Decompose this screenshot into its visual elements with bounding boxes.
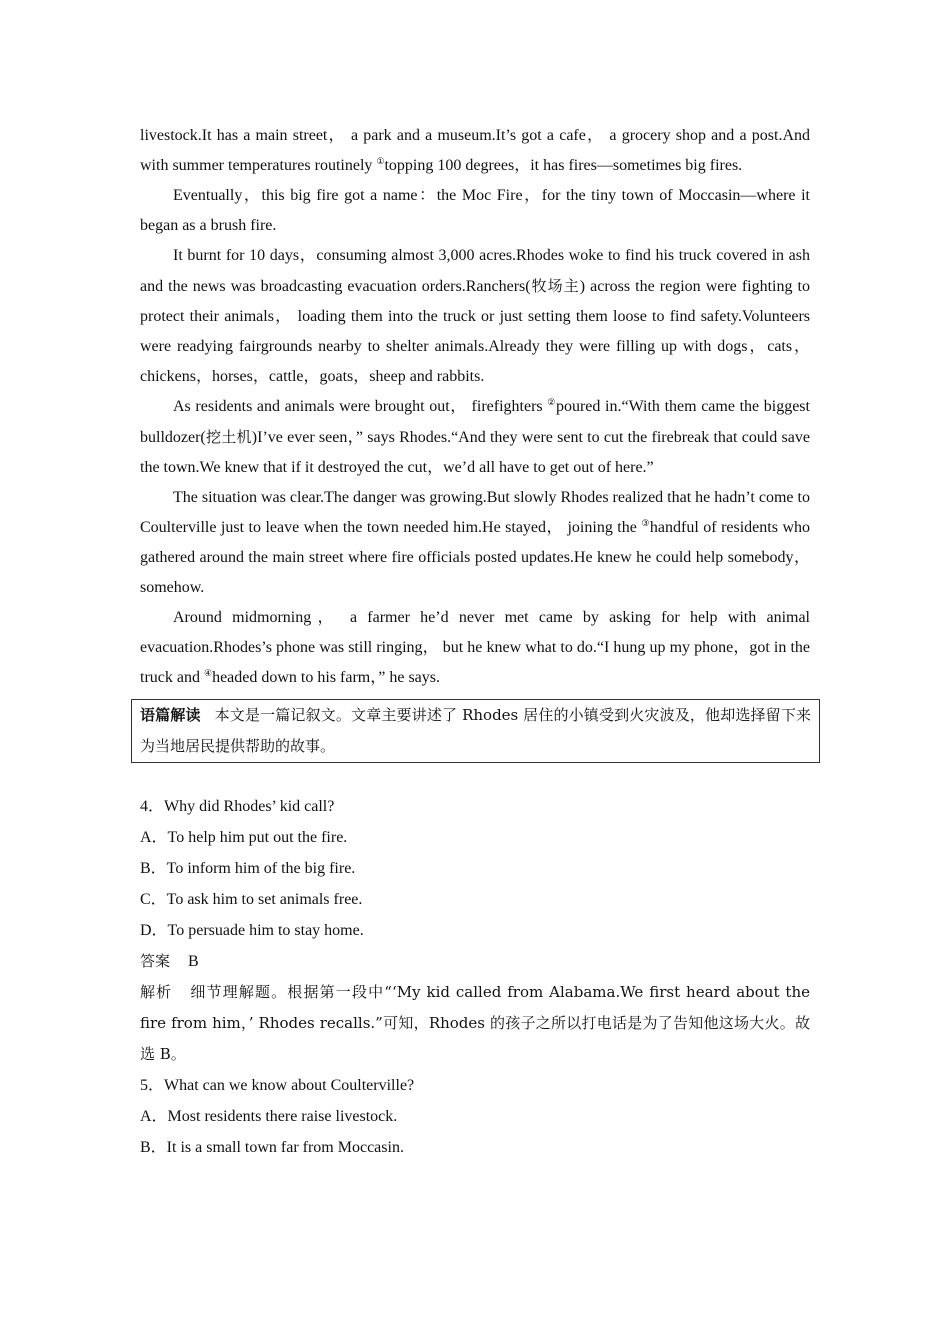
note-marker-1: ① xyxy=(376,156,385,166)
question-4-answer xyxy=(140,946,810,977)
question-4-stem: 4．Why did Rhodes’ kid call? xyxy=(140,798,335,815)
question-4-option-a: A．To help him put out the fire. xyxy=(140,829,348,846)
note-marker-2: ② xyxy=(547,397,556,407)
question-4-explanation xyxy=(140,977,810,1070)
passage-paragraph-4: As residents and animals were brought out， firefighters ②poured in.“With them came the biggest bulldozer(挖土机)I’ve ever seen，” says Rhodes.“And they were sent to cut the firebreak that could save the town.We knew that if it destroyed the cut，we’d all have to get out of here.” xyxy=(140,397,810,476)
analysis-box-title: 语篇解读 xyxy=(140,706,201,724)
note-marker-3: ③ xyxy=(641,518,650,528)
explanation-text: 细节理解题。根据第一段中“‘My kid called from Alabama.We first heard about the fire from him，’ Rhodes recalls.”可知，Rhodes 的孩子之所以打电话是为了告知他这场大火。故选 B。 xyxy=(140,983,810,1063)
document-page xyxy=(140,121,810,1163)
explanation-label: 解析 xyxy=(140,983,173,1001)
gloss-ranchers: 牧场主 xyxy=(530,277,580,295)
question-4-option-c: C．To ask him to set animals free. xyxy=(140,891,363,908)
question-5-option-b: B．It is a small town far from Moccasin. xyxy=(140,1139,404,1156)
passage-paragraph-6: Around midmorning， a farmer he’d never met came by asking for help with animal evacuation.Rhodes’s phone was still ringing， but he knew what to do.“I hung up my phone，got in the truck and ④headed down to his farm，” he says. xyxy=(140,609,810,686)
answer-label: 答案 xyxy=(140,952,171,970)
passage-paragraph-1: livestock.It has a main street， a park and a museum.It’s got a cafe， a grocery shop and a post.And with summer temperatures routinely ①topping 100 degrees，it has fires—sometimes big fires. xyxy=(140,127,810,174)
discourse-analysis-box xyxy=(131,699,820,763)
analysis-box-text: 本文是一篇记叙文。文章主要讲述了 Rhodes 居住的小镇受到火灾波及，他却选择留下来为当地居民提供帮助的故事。 xyxy=(140,706,811,755)
question-4-option-d: D．To persuade him to stay home. xyxy=(140,922,364,939)
question-4-option-b: B．To inform him of the big fire. xyxy=(140,860,356,877)
question-5-option-a: A．Most residents there raise livestock. xyxy=(140,1108,398,1125)
gloss-bulldozer: 挖土机 xyxy=(205,428,252,446)
question-5-stem: 5．What can we know about Coulterville? xyxy=(140,1077,415,1094)
note-marker-4: ④ xyxy=(203,668,213,678)
passage-paragraph-2: Eventually，this big fire got a name：the Moc Fire，for the tiny town of Moccasin—where it began as a brush fire. xyxy=(140,187,810,234)
passage-paragraph-3: It burnt for 10 days，consuming almost 3,000 acres.Rhodes woke to find his truck covered in ash and the news was broadcasting evacuation orders.Ranchers(牧场主) across the region were fighting to protect their animals， loading them into the truck or just setting them loose to find safety.Volunteers were readying fairgrounds nearby to shelter animals.Already they were filling up with dogs，cats，chickens，horses，cattle，goats，sheep and rabbits. xyxy=(140,247,810,385)
question-section xyxy=(140,791,810,1163)
answer-value: B xyxy=(188,953,199,970)
passage-paragraph-5: The situation was clear.The danger was growing.But slowly Rhodes realized that he hadn’t come to Coulterville just to leave when the town needed him.He stayed， joining the ③handful of residents who gathered around the main street where fire officials posted updates.He knew he could help somebody，somehow. xyxy=(140,489,810,596)
